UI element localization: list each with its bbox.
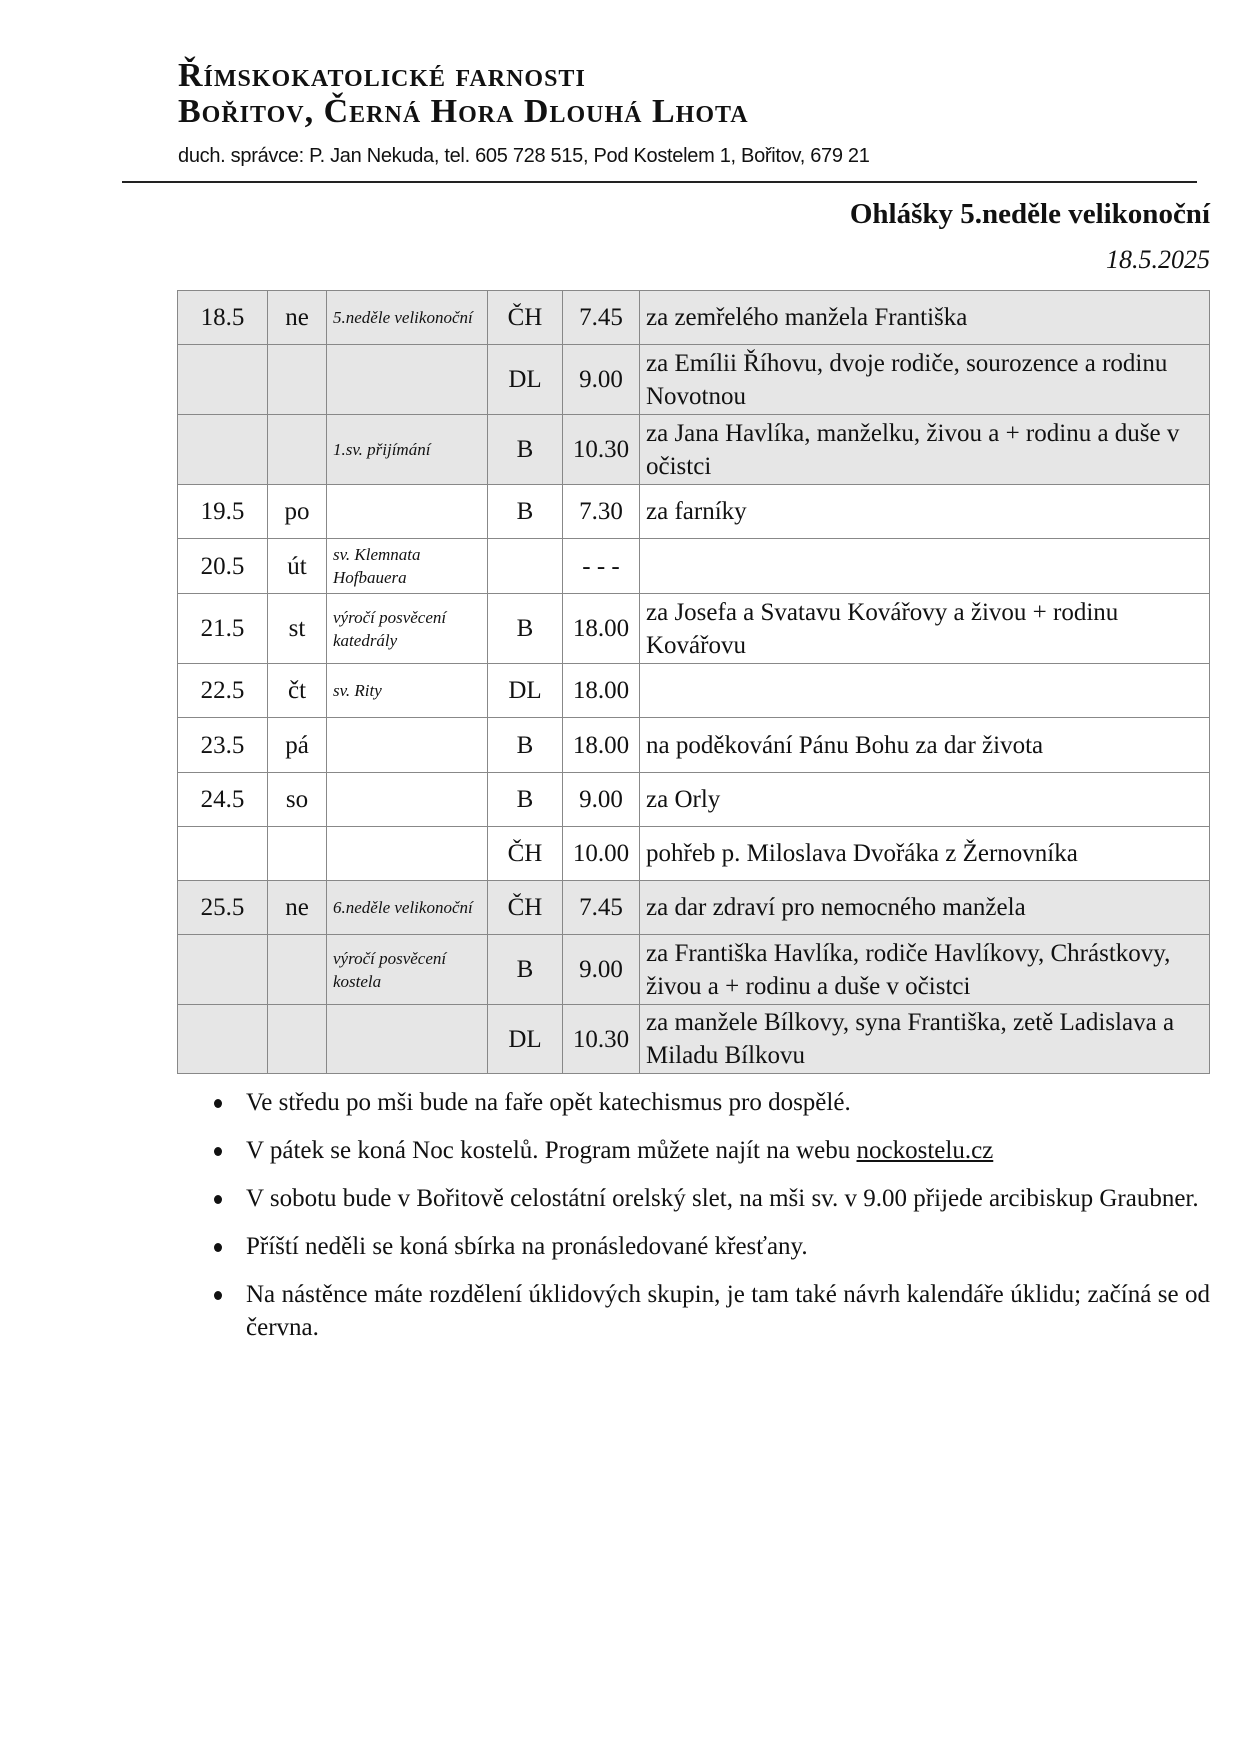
- note-cell: [327, 345, 488, 415]
- contact-line: duch. správce: P. Jan Nekuda, tel. 605 728 515, Pod Kostelem 1, Bořitov, 679 21: [178, 145, 870, 167]
- time-cell: 18.00: [563, 664, 640, 718]
- date-cell: [178, 345, 268, 415]
- note-cell: [327, 485, 488, 539]
- intention-cell: za Josefa a Svatavu Kovářovy a živou + rodinu Kovářovu: [640, 594, 1210, 664]
- document-date: 18.5.2025: [1106, 245, 1210, 274]
- table-row: [178, 935, 1210, 1005]
- bullet-icon: [214, 1195, 222, 1204]
- note-cell: [327, 1005, 488, 1074]
- place-cell: ČH: [488, 881, 563, 935]
- date-cell: 18.5: [178, 291, 268, 345]
- date-cell: 20.5: [178, 539, 268, 594]
- intention-cell: za farníky: [640, 485, 1210, 539]
- place-cell: B: [488, 485, 563, 539]
- time-cell: 7.45: [563, 881, 640, 935]
- date-cell: 23.5: [178, 718, 268, 773]
- table-row: [178, 539, 1210, 594]
- date-cell: [178, 1005, 268, 1074]
- parish-name-line2: Bořitov, Černá Hora Dlouhá Lhota: [178, 93, 749, 130]
- place-cell: B: [488, 415, 563, 485]
- table-row: [178, 415, 1210, 485]
- date-cell: [178, 827, 268, 881]
- time-cell: 9.00: [563, 345, 640, 415]
- date-cell: 22.5: [178, 664, 268, 718]
- note-cell: výročí posvěcení katedrály: [327, 594, 488, 664]
- bullet-icon: [214, 1243, 222, 1252]
- intention-cell: [640, 539, 1210, 594]
- parish-name-line1: Římskokatolické farnosti: [178, 57, 586, 94]
- announcement-text: Příští neděli se koná sbírka na pronásledované křesťany.: [246, 1233, 808, 1260]
- announcement-item: [214, 1086, 1210, 1119]
- note-cell: sv. Rity: [327, 664, 488, 718]
- date-cell: [178, 935, 268, 1005]
- time-cell: 7.30: [563, 485, 640, 539]
- intention-cell: za zemřelého manžela Františka: [640, 291, 1210, 345]
- place-cell: DL: [488, 664, 563, 718]
- intention-cell: [640, 664, 1210, 718]
- announcement-item: [214, 1182, 1210, 1215]
- day-cell: st: [268, 594, 327, 664]
- time-cell: - - -: [563, 539, 640, 594]
- announcement-text: Ve středu po mši bude na faře opět katechismus pro dospělé.: [246, 1089, 851, 1116]
- announcement-item: [214, 1278, 1210, 1344]
- day-cell: [268, 1005, 327, 1074]
- bullet-icon: [214, 1291, 222, 1300]
- table-row: [178, 881, 1210, 935]
- place-cell: B: [488, 935, 563, 1005]
- time-cell: 9.00: [563, 935, 640, 1005]
- intention-cell: na poděkování Pánu Bohu za dar života: [640, 718, 1210, 773]
- table-row: [178, 664, 1210, 718]
- note-cell: [327, 718, 488, 773]
- header-divider: [122, 181, 1197, 183]
- bullet-icon: [214, 1099, 222, 1108]
- table-row: [178, 485, 1210, 539]
- web-link[interactable]: nockostelu.cz: [856, 1137, 994, 1164]
- table-row: [178, 594, 1210, 664]
- table-row: [178, 291, 1210, 345]
- table-row: [178, 773, 1210, 827]
- day-cell: [268, 415, 327, 485]
- day-cell: pá: [268, 718, 327, 773]
- mass-schedule-table: [177, 290, 1210, 1074]
- day-cell: [268, 827, 327, 881]
- note-cell: [327, 773, 488, 827]
- announcement-text: V sobotu bude v Bořitově celostátní orelský slet, na mši sv. v 9.00 přijede arcibiskup Graubner.: [246, 1185, 1199, 1212]
- day-cell: [268, 345, 327, 415]
- note-cell: sv. Klemnata Hofbauera: [327, 539, 488, 594]
- place-cell: ČH: [488, 291, 563, 345]
- day-cell: [268, 935, 327, 1005]
- day-cell: po: [268, 485, 327, 539]
- day-cell: út: [268, 539, 327, 594]
- intention-cell: za Františka Havlíka, rodiče Havlíkovy, Chrástkovy, živou a + rodinu a duše v očistci: [640, 935, 1210, 1005]
- note-cell: 6.neděle velikonoční: [327, 881, 488, 935]
- time-cell: 18.00: [563, 718, 640, 773]
- day-cell: čt: [268, 664, 327, 718]
- intention-cell: za manžele Bílkovy, syna Františka, zetě Ladislava a Miladu Bílkovu: [640, 1005, 1210, 1074]
- time-cell: 9.00: [563, 773, 640, 827]
- intention-cell: za dar zdraví pro nemocného manžela: [640, 881, 1210, 935]
- note-cell: výročí posvěcení kostela: [327, 935, 488, 1005]
- page-title: Ohlášky 5.neděle velikonoční: [849, 198, 1210, 230]
- announcement-text: V pátek se koná Noc kostelů. Program můžete najít na webu: [246, 1137, 857, 1164]
- time-cell: 10.30: [563, 415, 640, 485]
- announcement-text: Na nástěnce máte rozdělení úklidových skupin, je tam také návrh kalendáře úklidu; začíná se od června.: [246, 1281, 1210, 1341]
- place-cell: B: [488, 718, 563, 773]
- table-row: [178, 827, 1210, 881]
- time-cell: 18.00: [563, 594, 640, 664]
- date-cell: 21.5: [178, 594, 268, 664]
- place-cell: ČH: [488, 827, 563, 881]
- note-cell: [327, 827, 488, 881]
- bullet-icon: [214, 1147, 222, 1156]
- time-cell: 10.30: [563, 1005, 640, 1074]
- date-cell: 25.5: [178, 881, 268, 935]
- place-cell: [488, 539, 563, 594]
- table-row: [178, 718, 1210, 773]
- announcements-list: [214, 1086, 1210, 1359]
- place-cell: B: [488, 773, 563, 827]
- place-cell: DL: [488, 345, 563, 415]
- intention-cell: za Jana Havlíka, manželku, živou a + rodinu a duše v očistci: [640, 415, 1210, 485]
- day-cell: so: [268, 773, 327, 827]
- note-cell: 5.neděle velikonoční: [327, 291, 488, 345]
- date-cell: 24.5: [178, 773, 268, 827]
- intention-cell: pohřeb p. Miloslava Dvořáka z Žernovníka: [640, 827, 1210, 881]
- table-row: [178, 345, 1210, 415]
- place-cell: DL: [488, 1005, 563, 1074]
- intention-cell: za Orly: [640, 773, 1210, 827]
- day-cell: ne: [268, 291, 327, 345]
- time-cell: 10.00: [563, 827, 640, 881]
- place-cell: B: [488, 594, 563, 664]
- date-cell: [178, 415, 268, 485]
- time-cell: 7.45: [563, 291, 640, 345]
- note-cell: 1.sv. přijímání: [327, 415, 488, 485]
- table-row: [178, 1005, 1210, 1074]
- intention-cell: za Emílii Říhovu, dvoje rodiče, sourozence a rodinu Novotnou: [640, 345, 1210, 415]
- announcement-item: [214, 1134, 1210, 1167]
- date-cell: 19.5: [178, 485, 268, 539]
- day-cell: ne: [268, 881, 327, 935]
- announcement-item: [214, 1230, 1210, 1263]
